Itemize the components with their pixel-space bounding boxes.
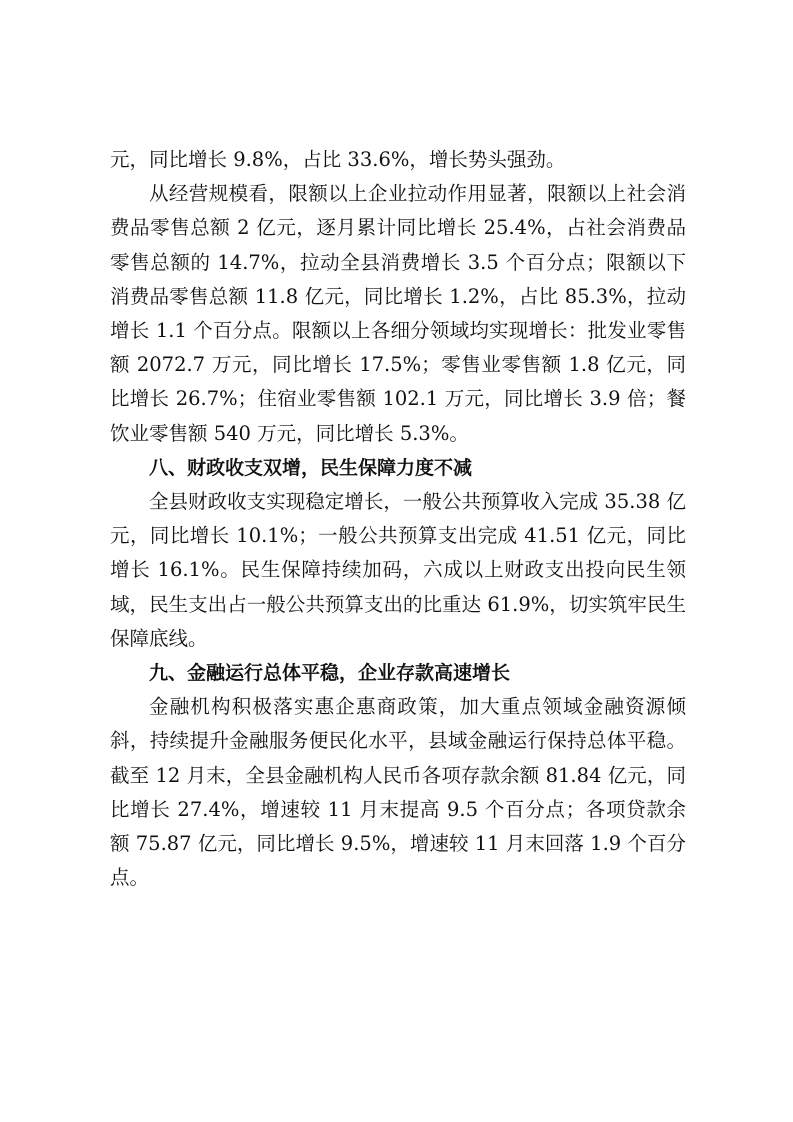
paragraph-finance: 金融机构积极落实惠企惠商政策，加大重点领域金融资源倾斜，持续提升金融服务便民化水平，县域金融运行保持总体平稳。截至 12 月末，全县金融机构人民币各项存款余额 81.84 亿元，同比增长 27.4%，增速较 11 月末提高 9.5 个百分点；各项贷款余额 75.87 亿元，同比增长 9.5%，增速较 11 月末回落 1.9 个百分点。 — [110, 695, 686, 890]
paragraph-retail-scale: 从经营规模看，限额以上企业拉动作用显著，限额以上社会消费品零售总额 2 亿元，逐月累计同比增长 25.4%，占社会消费品零售总额的 14.7%，拉动全县消费增长 3.5 个百分点；限额以下消费品零售总额 11.8 亿元，同比增长 1.2%，占比 85.3%，拉动增长 1.1 个百分点。限额以上各细分领域均实现增长：批发业零售额 2072.7 万元，同比增长 17.5%；零售业零售额 1.8 亿元，同比增长 26.7%；住宿业零售额 102.1 万元，同比增长 3.9 倍；餐饮业零售额 540 万元，同比增长 5.3%。 — [110, 182, 686, 445]
section-heading-finance: 九、金融运行总体平稳，企业存款高速增长 — [149, 662, 511, 685]
paragraph-continuation: 元，同比增长 9.8%，占比 33.6%，增长势头强劲。 — [110, 148, 566, 171]
paragraph-fiscal: 全县财政收支实现稳定增长，一般公共预算收入完成 35.38 亿元，同比增长 10.1%；一般公共预算支出完成 41.51 亿元，同比增长 16.1%。民生保障持续加码，六成以上财政支出投向民生领域，民生支出占一般公共预算支出的比重达 61.9%，切实筑牢民生保障底线。 — [110, 490, 686, 650]
section-heading-fiscal: 八、财政收支双增，民生保障力度不减 — [149, 456, 473, 479]
document-page — [110, 143, 686, 895]
